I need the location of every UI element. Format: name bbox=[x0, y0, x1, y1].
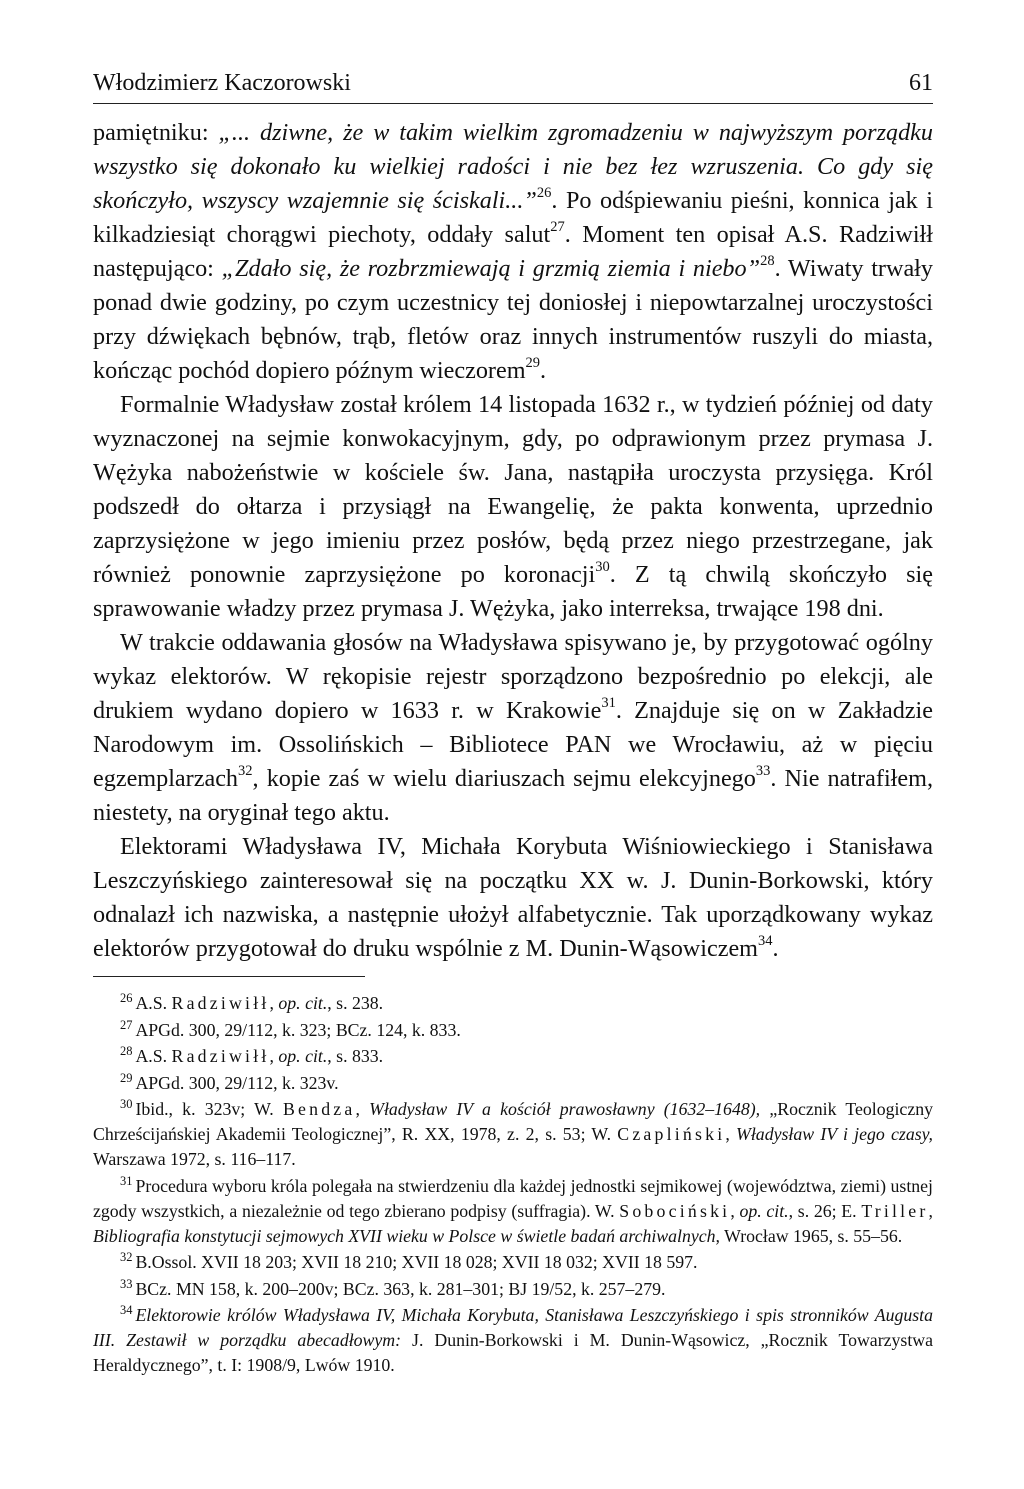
body-paragraph: W trakcie oddawania głosów na Władysława spisywano je, by przygotować ogólny wykaz elektorów. W rękopisie rejestr sporządzono bezpośrednio po elekcji, ale drukiem wydano dopiero w 1633 r. w Krakowie$^{31}$. Znajduje się on w Zakładzie Narodowym im. Ossolińskich – Bibliotece PAN we Wrocławiu, aż w pięciu egzemplarzach$^{32}$, kopie zaś w wielu diariuszach sejmu elekcyjnego$^{33}$. Nie natrafiłem, niestety, na oryginał tego aktu. bbox=[93, 629, 933, 826]
footnote-text: B.Ossol. XVII 18 203; XVII 18 210; XVII 18 028; XVII 18 032; XVII 18 597. bbox=[135, 1252, 698, 1272]
body-paragraph: pamiętniku: „... dziwne, że w takim wielkim zgromadzeniu w najwyższym porządku wszystko się dokonało ku wielkiej radości i nie bez łez wzruszenia. Co gdy się skończyło, wszyscy wzajemnie się ściskali...”$^{26}$. Po odśpiewaniu pieśni, konnica jak i kilkadziesiąt chorągwi piechoty, oddały salut$^{27}$. Moment ten opisał A.S. Radziwiłł następująco: „Zdało się, że rozbrzmiewają i grzmią ziemia i niebo”$^{28}$. Wiwaty trwały ponad dwie godziny, po czym uczestnicy tej doniosłej i niepowtarzalnej uroczystości przy dźwiękach bębnów, trąb, fletów oraz innych instrumentów ruszyli do miasta, kończąc pochód dopiero późnym wieczorem$^{29}$. bbox=[93, 119, 933, 384]
footnote-number: 27 bbox=[120, 1017, 133, 1032]
running-head-author: Włodzimierz Kaczorowski bbox=[93, 70, 351, 96]
footnotes bbox=[93, 991, 933, 1378]
footnote-text: Procedura wyboru króla polegała na stwierdzeniu dla każdej jednostki sejmikowej (województwa, ziemi) ustnej zgody wszystkich, a niezależnie od tego zbierano podpisy (suffragia). W. Sobociński, op. cit., s. 26; E. Triller, Bibliografia konstytucji sejmowych XVII wieku w Polsce w świetle badań archiwalnych, Wrocław 1965, s. 55–56. bbox=[93, 1175, 933, 1246]
footnote-number: 32 bbox=[120, 1250, 133, 1265]
footnote-number: 26 bbox=[120, 991, 133, 1006]
footnote-text: Elektorowie królów Władysława IV, Michała Korybuta, Stanisława Leszczyńskiego i spis stronników Augusta III. Zestawił w porządku abecadłowym: J. Dunin-Borkowski i M. Dunin-Wąsowicz, „Rocznik Towarzystwa Heraldycznego”, t. I: 1908/9, Lwów 1910. bbox=[93, 1305, 933, 1375]
footnote bbox=[93, 991, 933, 1016]
footnote-text: Ibid., k. 323v; W. Bendza, Władysław IV a kościół prawosławny (1632–1648), „Rocznik Teologiczny Chrześcijańskiej Akademii Teologicznej”, R. XX, 1978, z. 2, s. 53; W. Czapliński, Władysław IV i jego czasy, Warszawa 1972, s. 116–117. bbox=[93, 1099, 933, 1169]
footnote bbox=[93, 1303, 933, 1378]
footnote bbox=[93, 1018, 933, 1043]
footnote bbox=[93, 1250, 933, 1275]
footnote-text: APGd. 300, 29/112, k. 323v. bbox=[135, 1072, 339, 1093]
footnote-number: 31 bbox=[120, 1173, 133, 1188]
footnote-text: A.S. Radziwiłł, op. cit., s. 833. bbox=[135, 1046, 384, 1066]
body-text bbox=[93, 116, 933, 966]
footnote-text: A.S. Radziwiłł, op. cit., s. 238. bbox=[135, 993, 384, 1013]
page-number: 61 bbox=[909, 70, 933, 96]
footnote bbox=[93, 1174, 933, 1249]
footnote-number: 33 bbox=[120, 1276, 133, 1291]
footnote bbox=[93, 1277, 933, 1302]
footnote bbox=[93, 1071, 933, 1096]
footnote-number: 28 bbox=[120, 1044, 133, 1059]
body-paragraph: Elektorami Władysława IV, Michała Korybuta Wiśniowieckiego i Stanisława Leszczyńskiego zainteresował się na początku XX w. J. Dunin-Borkowski, który odnalazł ich nazwiska, a następnie ułożył alfabetycznie. Tak uporządkowany wykaz elektorów przygotował do druku wspólnie z M. Dunin-Wąsowiczem$^{34}$. bbox=[93, 833, 933, 962]
body-paragraph: Formalnie Władysław został królem 14 listopada 1632 r., w tydzień później od daty wyznaczonej na sejmie konwokacyjnym, gdy, po odprawionym przez prymasa J. Wężyka nabożeństwie w kościele św. Jana, nastąpiła uroczysta przysięga. Król podszedł do ołtarza i przysiągł na Ewangelię, że pakta konwenta, uprzednio zaprzysiężone w jego imieniu przez posłów, będą przez niego przestrzegane, jak również ponownie zaprzysiężone po koronacji$^{30}$. Z tą chwilą skończyło się sprawowanie władzy przez prymasa J. Wężyka, jako interreksa, trwające 198 dni. bbox=[93, 391, 933, 622]
footnote bbox=[93, 1097, 933, 1172]
footnote-number: 34 bbox=[120, 1303, 133, 1318]
footnote-text: BCz. MN 158, k. 200–200v; BCz. 363, k. 281–301; BJ 19/52, k. 257–279. bbox=[135, 1278, 666, 1299]
footnote-text: APGd. 300, 29/112, k. 323; BCz. 124, k. 833. bbox=[135, 1019, 461, 1040]
footnote bbox=[93, 1044, 933, 1069]
page bbox=[93, 70, 933, 1380]
footnote-number: 29 bbox=[120, 1070, 133, 1085]
running-head bbox=[93, 70, 933, 104]
footnote-separator bbox=[93, 976, 365, 977]
footnote-number: 30 bbox=[120, 1097, 133, 1112]
